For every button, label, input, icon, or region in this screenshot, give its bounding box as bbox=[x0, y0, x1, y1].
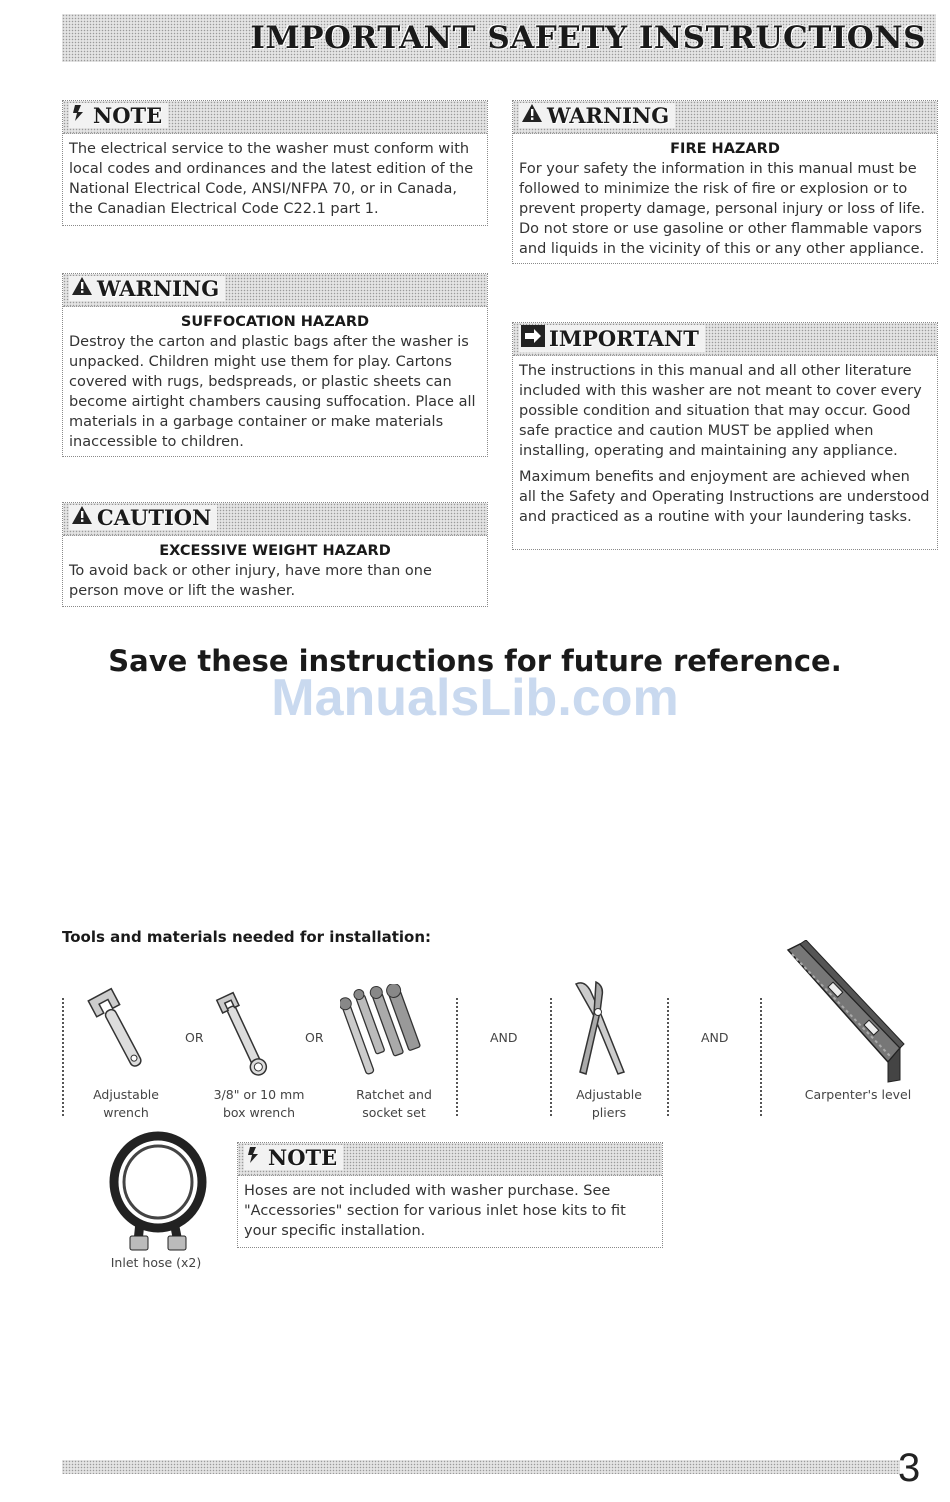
caution-text: To avoid back or other injury, have more than one person move or lift the washer. bbox=[69, 563, 432, 599]
divider bbox=[62, 998, 64, 1116]
box-wrench-icon bbox=[214, 990, 274, 1084]
weight-hazard-title: EXCESSIVE WEIGHT HAZARD bbox=[159, 543, 391, 559]
or-label: OR bbox=[305, 1030, 324, 1045]
ratchet-socket-icon bbox=[340, 984, 430, 1088]
warning-label: WARNING bbox=[97, 276, 220, 301]
and-label: AND bbox=[490, 1030, 518, 1045]
note-icon bbox=[246, 1145, 264, 1170]
note-hoses-box bbox=[237, 1142, 663, 1248]
inlet-hose-caption: Inlet hose (x2) bbox=[110, 1255, 202, 1270]
note-header bbox=[63, 101, 487, 134]
note-label: NOTE bbox=[268, 1145, 338, 1170]
inlet-hose-icon bbox=[100, 1130, 220, 1259]
note-electrical-box bbox=[62, 100, 488, 226]
note-label: NOTE bbox=[93, 103, 163, 128]
level-caption: Carpenter's level bbox=[804, 1087, 912, 1102]
or-label: OR bbox=[185, 1030, 204, 1045]
adjustable-wrench-caption: Adjustable wrench bbox=[93, 1087, 159, 1120]
page-title: IMPORTANT SAFETY INSTRUCTIONS bbox=[250, 20, 926, 56]
warning-fire-text: For your safety the information in this manual must be followed to minimize the risk of fire or explosion or to prevent property damage, personal injury or loss of life. Do not store or use gasoline or other flammable vapors and liquids in the vicinity of this or any other appliance. bbox=[519, 161, 926, 257]
divider bbox=[550, 998, 552, 1116]
tools-heading: Tools and materials needed for installation: bbox=[62, 928, 432, 946]
fire-hazard-title: FIRE HAZARD bbox=[670, 141, 780, 157]
page-number: 3 bbox=[898, 1446, 921, 1490]
pliers-caption: Adjustable pliers bbox=[576, 1087, 642, 1120]
warning-suffocation-text: Destroy the carton and plastic bags after the washer is unpacked. Children might use them for play. Cartons covered with rugs, bedspreads, or plastic sheets can become airtight chambers causing suffocation. Place all materials in a garbage container or make materials inaccessible to children. bbox=[69, 334, 476, 450]
important-para-1: The instructions in this manual and all other literature included with this washer are not meant to cover every possible condition and situation that may occur. Good safe practice and caution MUST be applied when installing, operating and maintaining any appliance. bbox=[519, 363, 922, 459]
adjustable-pliers-icon bbox=[566, 978, 636, 1082]
important-label: IMPORTANT bbox=[549, 326, 699, 351]
warning-suffocation-box bbox=[62, 273, 488, 457]
important-box bbox=[512, 322, 938, 550]
ratchet-caption: Ratchet and socket set bbox=[356, 1087, 432, 1120]
divider bbox=[456, 998, 458, 1116]
carpenters-level-icon bbox=[780, 940, 905, 1089]
save-instructions-heading: Save these instructions for future reference. bbox=[108, 644, 842, 678]
title-bar bbox=[62, 14, 936, 62]
note-electrical-text: The electrical service to the washer must conform with local codes and ordinances and the latest edition of the National Electrical Code, ANSI/NFPA 70, or in Canada, the Canadian Electrical Code C22.1 part 1. bbox=[69, 141, 474, 217]
caution-triangle-icon bbox=[71, 505, 93, 530]
warning-label: WARNING bbox=[547, 103, 670, 128]
and-label: AND bbox=[701, 1030, 729, 1045]
suffocation-hazard-title: SUFFOCATION HAZARD bbox=[180, 314, 370, 330]
warning-fire-box bbox=[512, 100, 938, 264]
note-icon bbox=[71, 103, 89, 128]
caution-header bbox=[63, 503, 487, 536]
note-header bbox=[238, 1143, 662, 1176]
arrow-right-icon bbox=[521, 325, 545, 352]
important-header bbox=[513, 323, 937, 356]
caution-label: CAUTION bbox=[97, 505, 212, 530]
note-hoses-text: Hoses are not included with washer purchase. See "Accessories" section for various inlet hose kits to fit your specific installation. bbox=[244, 1183, 626, 1239]
warning-header bbox=[63, 274, 487, 307]
warning-header bbox=[513, 101, 937, 134]
box-wrench-caption: 3/8" or 10 mm box wrench bbox=[213, 1087, 305, 1120]
watermark: ManualsLib.com bbox=[271, 669, 679, 727]
footer-bar bbox=[62, 1460, 900, 1474]
warning-triangle-icon bbox=[521, 103, 543, 128]
warning-triangle-icon bbox=[71, 276, 93, 301]
caution-box bbox=[62, 502, 488, 607]
divider bbox=[760, 998, 762, 1116]
divider bbox=[667, 998, 669, 1116]
adjustable-wrench-icon bbox=[84, 986, 154, 1080]
important-para-2: Maximum benefits and enjoyment are achieved when all the Safety and Operating Instructions are understood and practiced as a routine with your laundering tasks. bbox=[519, 469, 930, 525]
